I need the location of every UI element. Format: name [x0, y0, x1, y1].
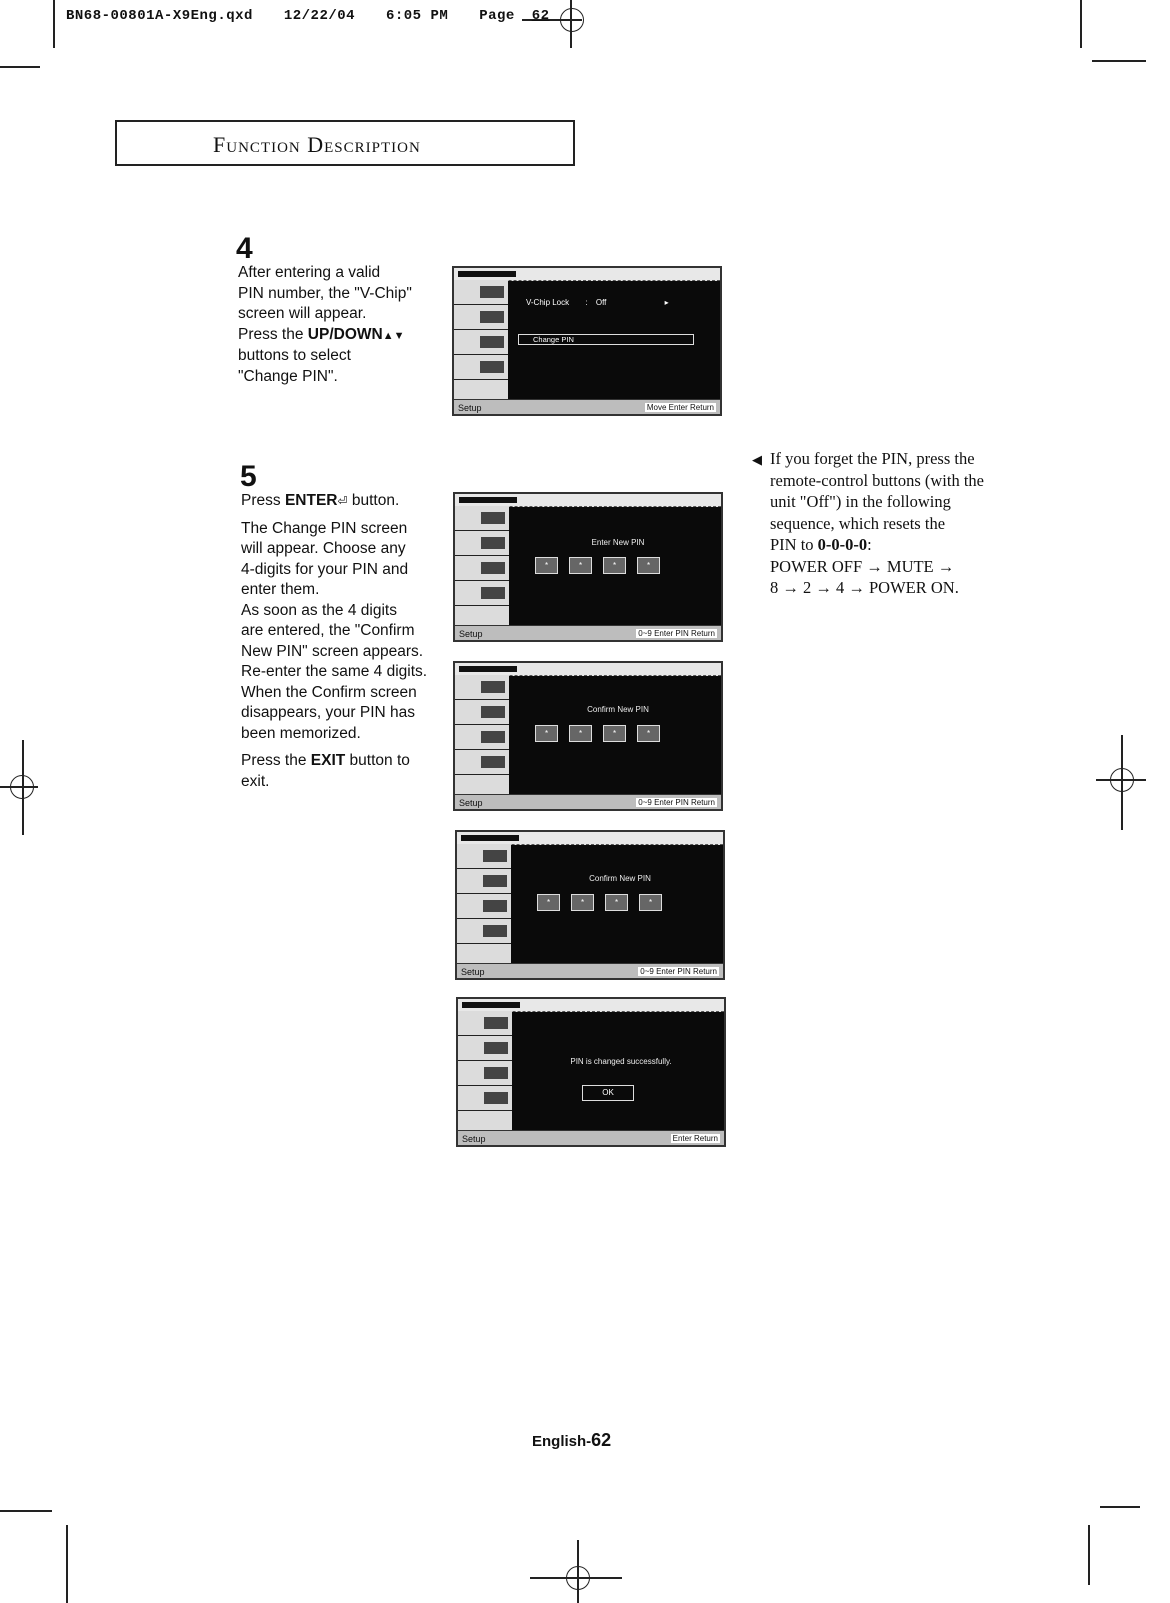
separator: : — [585, 298, 588, 307]
step-5-press: Press the — [241, 752, 311, 769]
input-menu-icon — [457, 844, 511, 869]
pin-changed-screenshot — [456, 997, 726, 1147]
step-5-line: enter them. — [241, 581, 320, 598]
step-4-number: 4 — [236, 232, 253, 265]
step-5-number: 5 — [240, 460, 257, 493]
osd-sidebar — [455, 506, 509, 626]
vchip-menu-screenshot — [452, 266, 722, 416]
vchip-lock-value: Off — [595, 298, 607, 307]
note-line: unit "Off") in the following — [770, 492, 951, 511]
channel-menu-icon — [455, 750, 509, 775]
pin-changed-message: PIN is changed successfully. — [570, 1057, 672, 1066]
step-5-line: disappears, your PIN has — [241, 704, 416, 721]
crop-mark — [1080, 0, 1082, 48]
osd-legend: Enter Return — [672, 1134, 718, 1143]
note-pin-to: PIN to — [770, 535, 818, 554]
crop-mark — [0, 1510, 52, 1512]
job-date: 12/22/04 — [283, 8, 356, 24]
section-title-box — [115, 120, 575, 166]
note-line: 8 → 2 → 4 → POWER ON. — [770, 578, 959, 597]
arrow-right-icon: ▸ — [664, 298, 669, 307]
osd-legend: 0~9 Enter PIN Return — [640, 967, 717, 976]
step-4-line — [238, 325, 438, 347]
job-page-number: 62 — [531, 8, 550, 24]
job-page-label: Page — [479, 8, 515, 24]
confirm-new-pin-filled-screenshot — [455, 830, 725, 980]
sound-menu-icon — [457, 894, 511, 919]
vchip-lock-label: V-Chip Lock — [526, 298, 570, 307]
enter-new-pin-screenshot — [453, 492, 723, 642]
step-4-line: After entering a valid — [238, 264, 381, 281]
pin-digit: * — [637, 557, 660, 574]
step-4-line: "Change PIN". — [238, 367, 338, 385]
osd-legend: Move Enter Return — [646, 403, 714, 412]
step-4-line: PIN number, the "V-Chip" — [238, 284, 412, 302]
crop-mark — [1092, 60, 1146, 62]
registration-mark — [530, 1577, 622, 1579]
registration-mark — [577, 1540, 579, 1603]
step-4-press: Press the — [238, 325, 308, 343]
osd-sidebar — [454, 280, 508, 400]
registration-mark — [1096, 779, 1146, 781]
pin-digit: * — [603, 557, 626, 574]
vchip-lock-row — [526, 298, 669, 307]
pin-digit: * — [569, 557, 592, 574]
setup-label: Setup — [459, 798, 483, 808]
step-5-exit — [241, 751, 451, 792]
up-down-label: UP/DOWN — [307, 325, 383, 343]
step-5-line: When the Confirm screen — [241, 683, 417, 701]
input-menu-icon — [455, 675, 509, 700]
footer-page-number: 62 — [591, 1430, 612, 1450]
pin-digit: * — [637, 725, 660, 742]
section-title: Function Description — [213, 132, 421, 157]
registration-mark — [0, 786, 38, 788]
step-5-line: The Change PIN screen — [241, 519, 408, 537]
registration-mark — [22, 740, 24, 835]
osd-bottom-bar — [458, 1130, 724, 1145]
picture-menu-icon — [458, 1036, 512, 1061]
crop-mark — [0, 66, 40, 68]
pin-boxes — [537, 894, 662, 911]
sound-menu-icon — [455, 556, 509, 581]
step-5-press-enter — [241, 491, 451, 512]
note-arrow-icon: ◀ — [752, 452, 762, 467]
pin-digit: * — [569, 725, 592, 742]
input-menu-icon — [454, 280, 508, 305]
enter-label: ENTER — [284, 492, 338, 509]
footer-language: English- — [532, 1433, 592, 1450]
input-menu-icon — [458, 1011, 512, 1036]
step-5-line: New PIN" screen appears. — [241, 642, 424, 660]
step-4-text — [238, 263, 438, 387]
step-5-exit-suffix: button to — [345, 752, 410, 769]
pin-digit: * — [535, 557, 558, 574]
pin-screen-title: Enter New PIN — [591, 538, 645, 547]
ok-button: OK — [582, 1085, 634, 1101]
channel-menu-icon — [458, 1086, 512, 1111]
step-5-line: Re-enter the same 4 digits. — [241, 663, 428, 680]
pin-digit: * — [603, 725, 626, 742]
channel-menu-icon — [454, 355, 508, 380]
sound-menu-icon — [455, 725, 509, 750]
step-5-text — [241, 491, 451, 799]
osd-sidebar — [455, 675, 509, 795]
job-time: 6:05 PM — [385, 8, 449, 24]
confirm-new-pin-screenshot — [453, 661, 723, 811]
crop-mark — [1088, 1525, 1090, 1585]
exit-label: EXIT — [310, 752, 346, 769]
osd-bottom-bar — [455, 625, 721, 640]
job-file-name: BN68-00801A-X9Eng.qxd — [66, 8, 253, 24]
setup-label: Setup — [459, 629, 483, 639]
step-5-exit-line2: exit. — [241, 772, 270, 790]
setup-label: Setup — [461, 967, 485, 977]
osd-legend: 0~9 Enter PIN Return — [638, 629, 715, 638]
osd-bottom-bar — [455, 794, 721, 809]
picture-menu-icon — [455, 700, 509, 725]
note-line: If you forget the PIN, press the — [770, 449, 975, 468]
registration-mark — [1121, 735, 1123, 830]
pin-digit: * — [537, 894, 560, 911]
note-line: remote-control buttons (with the — [770, 470, 984, 490]
step-5-line: 4-digits for your PIN and — [241, 560, 409, 578]
setup-label: Setup — [458, 403, 482, 413]
step-5-line: will appear. Choose any — [241, 540, 406, 557]
crop-mark — [66, 1525, 68, 1603]
job-header — [66, 8, 572, 24]
sound-menu-icon — [454, 330, 508, 355]
step-5-button-word: button. — [347, 492, 400, 509]
step-5-line: As soon as the 4 digits — [241, 601, 397, 619]
note-colon: : — [867, 535, 872, 554]
crop-mark — [1100, 1506, 1140, 1508]
channel-menu-icon — [457, 919, 511, 944]
picture-menu-icon — [454, 305, 508, 330]
pin-boxes — [535, 557, 660, 574]
pin-screen-title: Confirm New PIN — [587, 705, 649, 714]
forgot-pin-note — [752, 448, 992, 599]
setup-label: Setup — [462, 1134, 486, 1144]
pin-digit: * — [605, 894, 628, 911]
picture-menu-icon — [455, 531, 509, 556]
change-pin-row: Change PIN — [518, 334, 694, 345]
osd-legend: 0~9 Enter PIN Return — [638, 798, 715, 807]
pin-digit: * — [571, 894, 594, 911]
picture-menu-icon — [457, 869, 511, 894]
note-line: POWER OFF → MUTE → — [770, 556, 955, 576]
reset-pin-value: 0-0-0-0 — [817, 535, 868, 554]
osd-sidebar — [458, 1011, 512, 1131]
channel-menu-icon — [455, 581, 509, 606]
step-4-line: buttons to select — [238, 347, 351, 364]
step-5-line: been memorized. — [241, 724, 361, 742]
osd-bottom-bar — [454, 399, 720, 414]
pin-boxes — [535, 725, 660, 742]
input-menu-icon — [455, 506, 509, 531]
crop-mark — [53, 0, 55, 48]
note-line — [770, 534, 992, 556]
step-5-paragraph — [241, 519, 451, 745]
enter-icon: ⏎ — [337, 494, 348, 508]
pin-digit: * — [639, 894, 662, 911]
osd-bottom-bar — [457, 963, 723, 978]
step-5-press: Press — [241, 492, 285, 509]
note-line: sequence, which resets the — [770, 513, 946, 533]
step-4-line: screen will appear. — [238, 305, 367, 322]
step-5-line: are entered, the "Confirm — [241, 622, 415, 639]
pin-digit: * — [535, 725, 558, 742]
osd-sidebar — [457, 844, 511, 964]
sound-menu-icon — [458, 1061, 512, 1086]
up-down-arrows-icon: ▲▼ — [382, 329, 405, 342]
pin-screen-title: Confirm New PIN — [589, 874, 651, 883]
page-footer — [532, 1430, 611, 1451]
